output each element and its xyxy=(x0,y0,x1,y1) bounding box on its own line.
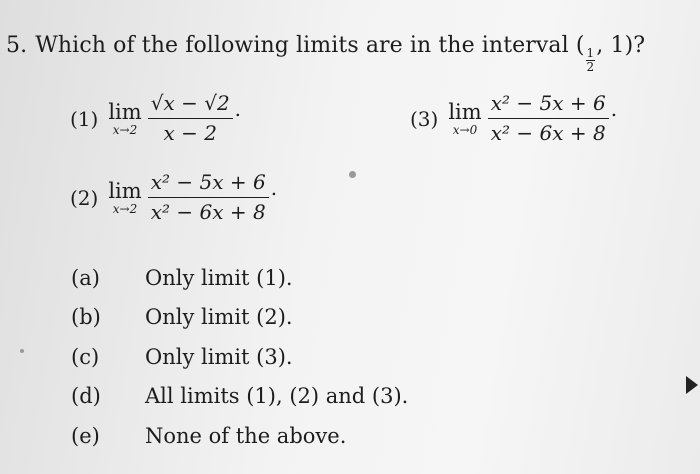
choice-text: Only limit (3). xyxy=(145,344,293,369)
question-stem: Which of the following limits are in the interval ( xyxy=(35,33,585,58)
question-text xyxy=(6,33,645,74)
limit-label: (2) xyxy=(70,185,99,210)
limit-2 xyxy=(70,171,277,224)
question-stem-end: , 1)? xyxy=(596,33,646,58)
limit-label: (3) xyxy=(410,106,439,131)
choice-a[interactable] xyxy=(71,258,408,298)
mouse-cursor-icon xyxy=(686,376,698,394)
choice-text: Only limit (1). xyxy=(145,265,293,290)
choice-label: (d) xyxy=(71,384,101,409)
fraction-denominator: x − 2 xyxy=(163,121,217,145)
choice-text: Only limit (2). xyxy=(145,305,293,330)
lim-approach: x→0 xyxy=(452,122,478,137)
choice-c[interactable] xyxy=(71,337,408,377)
limit-period: . xyxy=(270,176,278,200)
fraction-numerator: x² − 5x + 6 xyxy=(148,171,269,198)
interval-fraction: $\frac{1}{2}$ xyxy=(586,46,595,74)
question-number: 5. xyxy=(6,33,28,58)
limit-1 xyxy=(70,92,241,145)
fraction-numerator: x² − 5x + 6 xyxy=(488,92,609,119)
limit-period: . xyxy=(234,97,242,121)
choice-e[interactable] xyxy=(71,416,408,456)
smudge-dot xyxy=(20,349,24,353)
limit-fraction xyxy=(148,92,233,145)
choice-label: (c) xyxy=(71,344,100,369)
lim-operator: lim x→2 xyxy=(108,178,142,216)
choice-label: (b) xyxy=(71,305,101,330)
choice-text: None of the above. xyxy=(145,423,347,448)
lim-approach: x→2 xyxy=(112,201,138,216)
limit-3 xyxy=(410,92,617,145)
lim-operator: lim x→2 xyxy=(108,99,142,137)
limit-label: (1) xyxy=(70,106,99,131)
answer-choices xyxy=(71,258,408,456)
limit-fraction xyxy=(488,92,609,145)
smudge-dot xyxy=(349,171,356,178)
limit-period: . xyxy=(610,97,618,121)
lim-operator: lim x→0 xyxy=(448,99,482,137)
choice-text: All limits (1), (2) and (3). xyxy=(145,384,409,409)
fraction-numerator: √x − √2 xyxy=(148,92,233,119)
limit-fraction xyxy=(148,171,269,224)
choice-d[interactable] xyxy=(71,377,408,417)
fraction-denominator: x² − 6x + 8 xyxy=(490,121,606,145)
lim-approach: x→2 xyxy=(112,122,138,137)
choice-b[interactable] xyxy=(71,298,408,338)
fraction-denominator: x² − 6x + 8 xyxy=(150,200,266,224)
choice-label: (e) xyxy=(71,423,100,448)
choice-label: (a) xyxy=(71,265,100,290)
